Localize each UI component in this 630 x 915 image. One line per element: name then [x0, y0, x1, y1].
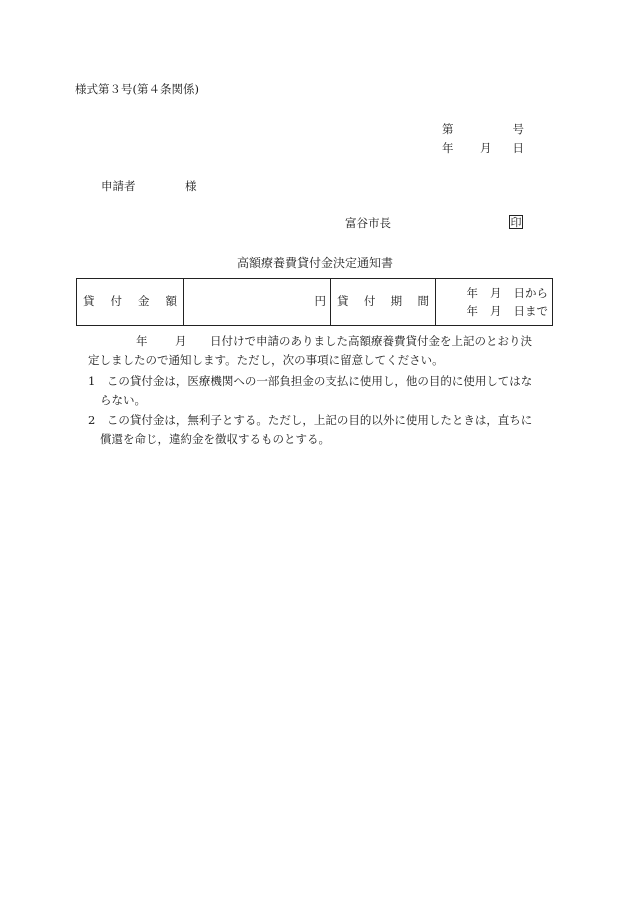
item-2-line2: 償還を命じ，違約金を徴収するものとする。: [100, 432, 330, 446]
period-to-year: 年: [466, 304, 478, 318]
loan-table: [76, 278, 553, 326]
item-1-line1: 1 この貸付金は，医療機関への一部負担金の支払に使用し，他の目的に使用してはな: [88, 374, 533, 388]
item-1-line2: らない。: [100, 393, 146, 407]
document-date-month: 月: [480, 141, 492, 155]
label-char: 期: [390, 294, 403, 309]
loan-period-from: [436, 284, 552, 302]
period-to-day: 日まで: [513, 304, 548, 318]
label-char: 付: [363, 294, 376, 309]
intro-year: 年: [136, 334, 148, 348]
intro-text: 日付けで申請のありました高額療養費貸付金を上記のとおり決: [210, 334, 532, 348]
loan-period-to: [436, 302, 552, 320]
label-char: 貸: [337, 294, 349, 309]
issuer-name: 富谷市長: [345, 216, 391, 230]
applicant-line: [101, 179, 197, 193]
label-char: 間: [417, 294, 429, 309]
form-label: 様式第３号(第４条関係): [75, 82, 199, 96]
loan-amount-label: [77, 296, 183, 308]
label-char: 付: [110, 294, 122, 309]
document-title: 高額療養費貸付金決定通知書: [236, 256, 393, 270]
intro-text-line2: 定しましたので通知します。ただし，次の事項に留意してください。: [88, 353, 444, 367]
applicant-honorific: 様: [185, 179, 197, 193]
period-from-month: 月: [490, 286, 502, 300]
loan-amount-cell: [184, 279, 331, 326]
applicant-label: 申請者: [101, 179, 136, 193]
loan-amount-label-cell: [77, 279, 184, 326]
loan-period-cell: [436, 279, 553, 326]
period-to-month: 月: [490, 304, 502, 318]
label-char: 貸: [83, 294, 95, 309]
item-2-line1: 2 この貸付金は，無利子とする。ただし，上記の目的以外に使用したときは，直ちに: [88, 413, 533, 427]
document-number-prefix: 第: [442, 122, 454, 136]
period-from-year: 年: [466, 286, 478, 300]
loan-period-label: [331, 296, 435, 308]
seal-mark: 印: [510, 216, 522, 229]
document-number-suffix: 号: [512, 122, 524, 136]
loan-amount-unit: 円: [314, 294, 326, 309]
period-from-day: 日から: [513, 286, 548, 300]
loan-period-label-cell: [331, 279, 436, 326]
label-char: 額: [165, 294, 177, 309]
document-date-day: 日: [512, 141, 524, 155]
document-date-year: 年: [442, 141, 454, 155]
label-char: 金: [138, 294, 150, 309]
intro-month: 月: [175, 334, 187, 348]
